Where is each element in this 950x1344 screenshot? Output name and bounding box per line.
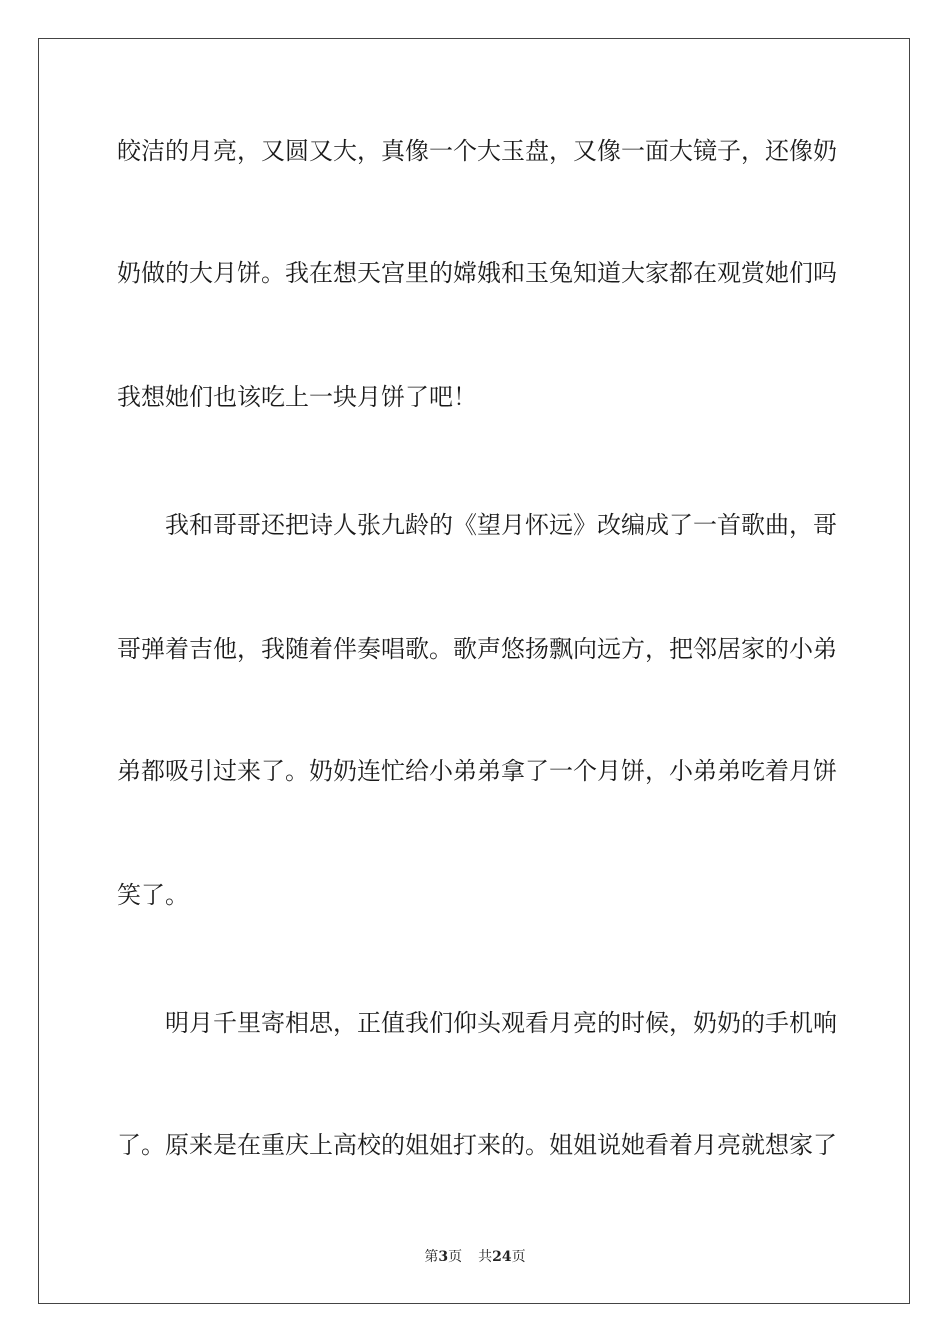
text-line-1: 皎洁的月亮，又圆又大，真像一个大玉盘，又像一面大镜子，还像奶 xyxy=(117,137,837,165)
page-prefix: 第 xyxy=(424,1249,439,1265)
total-prefix: 共 xyxy=(478,1249,493,1265)
total-suffix: 页 xyxy=(511,1249,526,1265)
total-pages: 24 xyxy=(492,1249,512,1265)
page-number: 3 xyxy=(438,1249,449,1265)
text-line-2: 奶做的大月饼。我在想天宫里的嫦娥和玉兔知道大家都在观赏她们吗 xyxy=(117,259,837,287)
page-suffix: 页 xyxy=(448,1249,463,1265)
page-border xyxy=(38,38,910,1304)
text-line-4: 我和哥哥还把诗人张九龄的《望月怀远》改编成了一首歌曲，哥 xyxy=(165,511,837,539)
text-line-3: 我想她们也该吃上一块月饼了吧！ xyxy=(117,383,477,411)
text-line-7: 笑了。 xyxy=(117,881,189,909)
text-line-5: 哥弹着吉他，我随着伴奏唱歌。歌声悠扬飘向远方，把邻居家的小弟 xyxy=(117,635,837,663)
page-footer xyxy=(0,1248,950,1266)
text-line-8: 明月千里寄相思，正值我们仰头观看月亮的时候，奶奶的手机响 xyxy=(165,1009,837,1037)
text-line-6: 弟都吸引过来了。奶奶连忙给小弟弟拿了一个月饼，小弟弟吃着月饼 xyxy=(117,757,837,785)
text-line-9: 了。原来是在重庆上高校的姐姐打来的。姐姐说她看着月亮就想家了 xyxy=(117,1131,837,1159)
